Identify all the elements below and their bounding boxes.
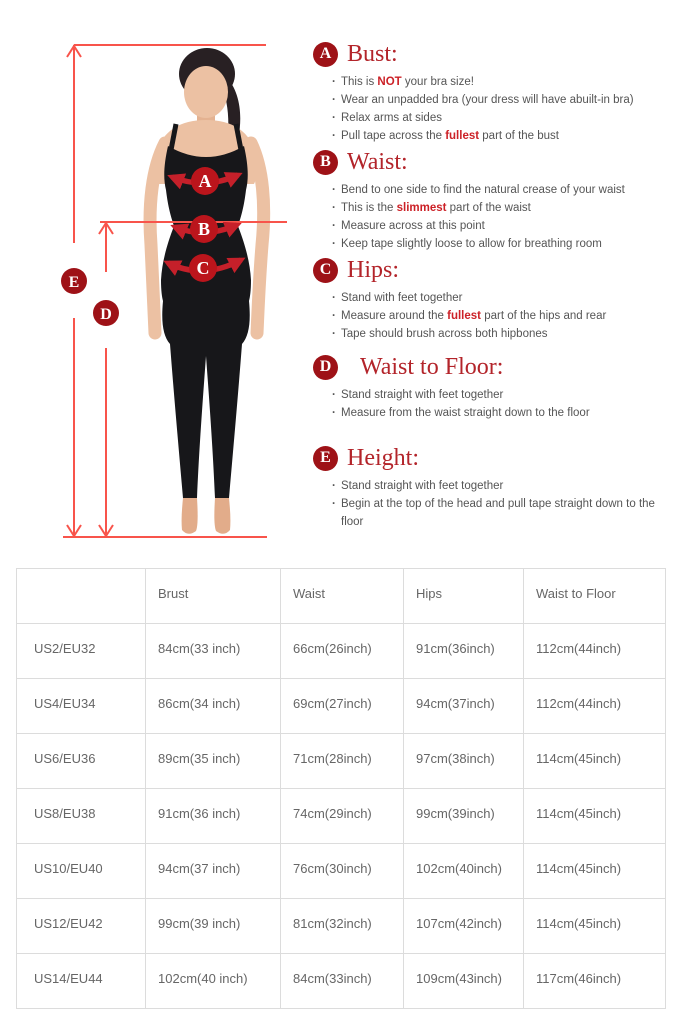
right-foot bbox=[214, 498, 230, 534]
section-bullets bbox=[313, 477, 665, 531]
bullet-item bbox=[341, 127, 665, 145]
table-cell: 99cm(39 inch) bbox=[146, 899, 281, 954]
table-cell: 112cm(44inch) bbox=[524, 679, 666, 734]
table-cell: 74cm(29inch) bbox=[281, 789, 404, 844]
section-heading bbox=[313, 444, 665, 472]
size-table-body bbox=[17, 624, 666, 1009]
bullet-text: Keep tape slightly loose to allow for breathing room bbox=[341, 238, 602, 250]
highlighted-word: slimmest bbox=[396, 202, 447, 214]
bullet-text: Relax arms at sides bbox=[341, 112, 442, 124]
section-bullets bbox=[313, 386, 665, 422]
bullet-item bbox=[341, 386, 665, 404]
model-illustration bbox=[150, 48, 264, 534]
table-cell: 99cm(39inch) bbox=[404, 789, 524, 844]
table-cell: 86cm(34 inch) bbox=[146, 679, 281, 734]
bullet-text: part of the bust bbox=[479, 130, 559, 142]
instruction-sections bbox=[313, 40, 665, 534]
bullet-item bbox=[341, 181, 665, 199]
table-cell: 107cm(42inch) bbox=[404, 899, 524, 954]
bullet-item bbox=[341, 495, 665, 531]
size-table-head bbox=[17, 569, 666, 624]
bust-marker-letter: A bbox=[198, 171, 212, 191]
section-bullets bbox=[313, 181, 665, 253]
bullet-text: This is the bbox=[341, 202, 397, 214]
table-row bbox=[17, 679, 666, 734]
highlighted-word: fullest bbox=[445, 130, 480, 142]
size-label-cell: US8/EU38 bbox=[17, 789, 146, 844]
bullet-text: Begin at the top of the head and pull tape straight down to the floor bbox=[341, 498, 655, 528]
table-header-cell: Hips bbox=[404, 569, 524, 624]
bullet-item bbox=[341, 235, 665, 253]
table-cell: 97cm(38inch) bbox=[404, 734, 524, 789]
table-cell: 81cm(32inch) bbox=[281, 899, 404, 954]
left-foot bbox=[182, 498, 198, 534]
size-table bbox=[16, 568, 666, 1009]
section-bullets bbox=[313, 73, 665, 145]
table-cell: 91cm(36inch) bbox=[404, 624, 524, 679]
bullet-text: Measure from the waist straight down to the floor bbox=[341, 407, 590, 419]
section-bullets bbox=[313, 289, 665, 343]
table-row bbox=[17, 954, 666, 1009]
bullet-item bbox=[341, 73, 665, 91]
section-letter-badge: A bbox=[313, 42, 338, 67]
section-bust bbox=[313, 40, 665, 145]
bullet-item bbox=[341, 289, 665, 307]
table-cell: 91cm(36 inch) bbox=[146, 789, 281, 844]
bullet-text: This is bbox=[341, 76, 378, 88]
bullet-text: Measure across at this point bbox=[341, 220, 485, 232]
bullet-item bbox=[341, 109, 665, 127]
table-cell: 102cm(40inch) bbox=[404, 844, 524, 899]
hips-marker-letter: C bbox=[196, 258, 210, 278]
bullet-text: your bra size! bbox=[401, 76, 474, 88]
table-row bbox=[17, 734, 666, 789]
bullet-item bbox=[341, 91, 665, 109]
table-header-cell: Waist to Floor bbox=[524, 569, 666, 624]
table-cell: 89cm(35 inch) bbox=[146, 734, 281, 789]
bullet-text: Bend to one side to find the natural crease of your waist bbox=[341, 184, 625, 196]
table-cell: 94cm(37inch) bbox=[404, 679, 524, 734]
waist-marker-letter: B bbox=[197, 219, 211, 239]
section-title: Hips: bbox=[347, 256, 400, 283]
section-title: Height: bbox=[347, 444, 419, 471]
table-cell: 66cm(26inch) bbox=[281, 624, 404, 679]
size-label-cell: US10/EU40 bbox=[17, 844, 146, 899]
table-row bbox=[17, 789, 666, 844]
table-cell: 102cm(40 inch) bbox=[146, 954, 281, 1009]
table-cell: 114cm(45inch) bbox=[524, 789, 666, 844]
table-cell: 94cm(37 inch) bbox=[146, 844, 281, 899]
table-cell: 84cm(33 inch) bbox=[146, 624, 281, 679]
highlighted-word: NOT bbox=[377, 76, 402, 88]
table-cell: 69cm(27inch) bbox=[281, 679, 404, 734]
section-waist bbox=[313, 148, 665, 253]
bullet-text: Stand with feet together bbox=[341, 292, 463, 304]
table-row bbox=[17, 899, 666, 954]
table-row bbox=[17, 844, 666, 899]
bullet-text: Measure around the bbox=[341, 310, 448, 322]
size-label-cell: US4/EU34 bbox=[17, 679, 146, 734]
size-label-cell: US12/EU42 bbox=[17, 899, 146, 954]
table-header-row bbox=[17, 569, 666, 624]
section-waist-to-floor bbox=[313, 353, 665, 422]
table-cell: 114cm(45inch) bbox=[524, 899, 666, 954]
size-label-cell: US6/EU36 bbox=[17, 734, 146, 789]
section-heading bbox=[313, 256, 665, 284]
size-label-cell: US2/EU32 bbox=[17, 624, 146, 679]
waist-floor-marker-letter: D bbox=[100, 306, 112, 323]
table-cell: 84cm(33inch) bbox=[281, 954, 404, 1009]
section-title: Waist to Floor: bbox=[360, 353, 504, 380]
bullet-text: Wear an unpadded bra (your dress will have abuilt-in bra) bbox=[341, 94, 634, 106]
table-cell: 109cm(43inch) bbox=[404, 954, 524, 1009]
leggings bbox=[162, 301, 249, 498]
section-hips bbox=[313, 256, 665, 343]
section-heading bbox=[313, 353, 665, 381]
bullet-text: part of the waist bbox=[446, 202, 531, 214]
table-cell: 114cm(45inch) bbox=[524, 844, 666, 899]
bullet-text: Tape should brush across both hipbones bbox=[341, 328, 548, 340]
section-letter-badge: B bbox=[313, 150, 338, 175]
section-heading bbox=[313, 148, 665, 176]
bullet-item bbox=[341, 477, 665, 495]
bullet-item bbox=[341, 325, 665, 343]
bullet-item bbox=[341, 217, 665, 235]
table-header-cell: Waist bbox=[281, 569, 404, 624]
size-label-cell: US14/EU44 bbox=[17, 954, 146, 1009]
table-row bbox=[17, 624, 666, 679]
section-title: Bust: bbox=[347, 40, 398, 67]
bullet-text: Pull tape across the bbox=[341, 130, 446, 142]
table-header-cell bbox=[17, 569, 146, 624]
height-marker-letter: E bbox=[68, 274, 80, 291]
bullet-text: Stand straight with feet together bbox=[341, 480, 504, 492]
table-header-cell: Brust bbox=[146, 569, 281, 624]
section-letter-badge: C bbox=[313, 258, 338, 283]
table-cell: 76cm(30inch) bbox=[281, 844, 404, 899]
table-cell: 117cm(46inch) bbox=[524, 954, 666, 1009]
bullet-item bbox=[341, 404, 665, 422]
table-cell: 71cm(28inch) bbox=[281, 734, 404, 789]
bullet-text: part of the hips and rear bbox=[481, 310, 607, 322]
bullet-item bbox=[341, 199, 665, 217]
highlighted-word: fullest bbox=[447, 310, 481, 322]
section-heading bbox=[313, 40, 665, 68]
bullet-text: Stand straight with feet together bbox=[341, 389, 504, 401]
table-cell: 114cm(45inch) bbox=[524, 734, 666, 789]
table-cell: 112cm(44inch) bbox=[524, 624, 666, 679]
section-letter-badge: E bbox=[313, 446, 338, 471]
section-letter-badge: D bbox=[313, 355, 338, 380]
bullet-item bbox=[341, 307, 665, 325]
face bbox=[184, 66, 228, 118]
section-title: Waist: bbox=[347, 148, 408, 175]
section-height bbox=[313, 444, 665, 531]
